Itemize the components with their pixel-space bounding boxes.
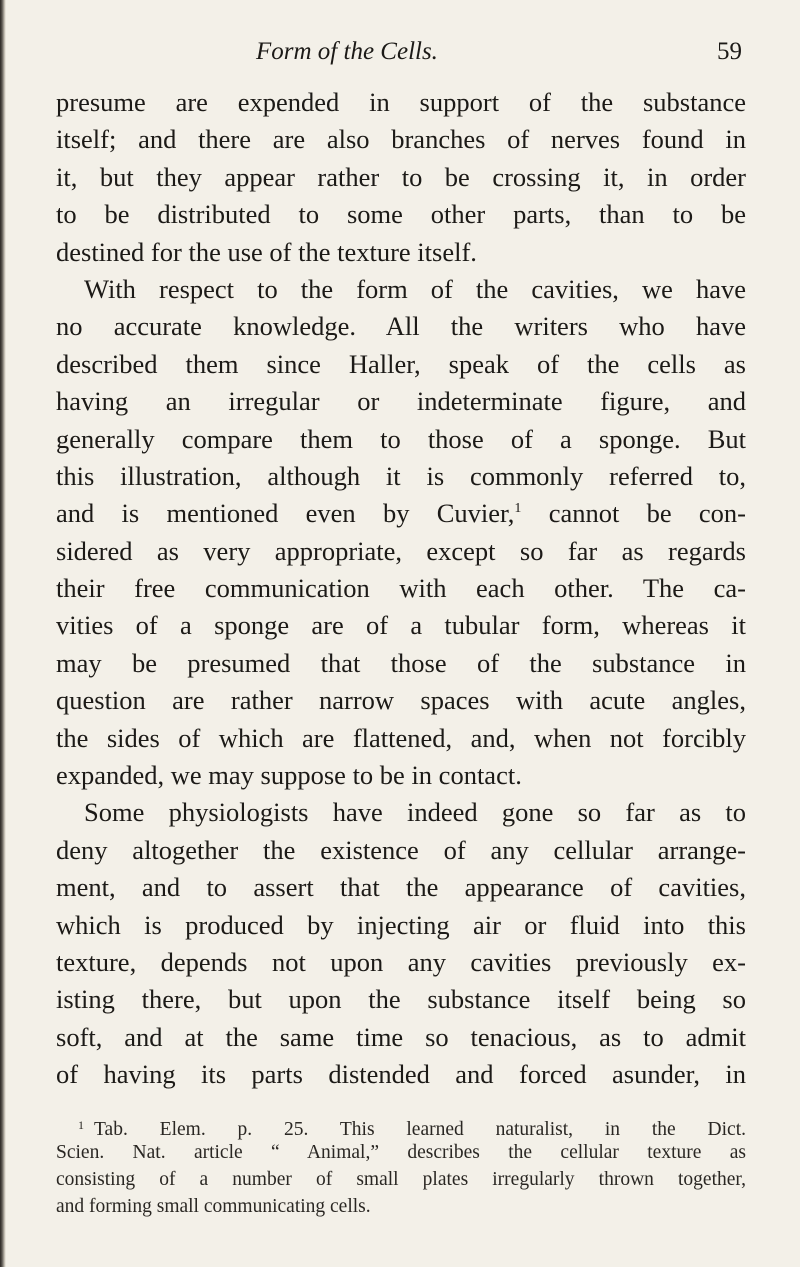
text-line: generally compare them to those of a sponge. But: [56, 423, 746, 454]
text-line: their free communication with each other. The ca-: [56, 573, 746, 604]
footnote-line: [56, 1112, 746, 1139]
footnote-text: Tab. Elem. p. 25. This learned naturalist, in the Dict.: [94, 1118, 746, 1140]
text-line: vities of a sponge are of a tubular form, whereas it: [56, 610, 746, 641]
footnote: [56, 1112, 746, 1220]
text-line: deny altogether the existence of any cellular arrange-: [56, 834, 746, 865]
running-title: Form of the Cells.: [256, 38, 438, 65]
book-page: [56, 0, 746, 1220]
footnote-line: and forming small communicating cells.: [56, 1195, 371, 1217]
text-line-with-footnote-ref: [56, 495, 746, 532]
text-line: may be presumed that those of the substance in: [56, 647, 746, 678]
text-line: it, but they appear rather to be crossing it, in order: [56, 161, 746, 192]
text-line: itself; and there are also branches of nerves found in: [56, 124, 746, 155]
text-line: to be distributed to some other parts, than to be: [56, 199, 746, 230]
text-segment: and is mentioned even by Cuvier,: [56, 498, 515, 529]
text-line: of having its parts distended and forced asunder, in: [56, 1059, 746, 1090]
text-line: presume are expended in support of the substance: [56, 87, 746, 117]
body-text: [56, 84, 746, 1094]
text-line: destined for the use of the texture itself.: [56, 236, 477, 267]
text-line: described them since Haller, speak of the cells as: [56, 348, 746, 379]
binding-edge: [0, 0, 6, 1267]
text-line: Some physiologists have indeed gone so far as to: [84, 797, 746, 828]
text-line: isting there, but upon the substance itself being so: [56, 984, 746, 1015]
text-line: soft, and at the same time so tenacious, as to admit: [56, 1021, 746, 1052]
text-line: no accurate knowledge. All the writers who have: [56, 311, 746, 342]
footnote-line: consisting of a number of small plates irregularly thrown together,: [56, 1168, 746, 1190]
footnote-marker: 1: [78, 1117, 84, 1132]
text-line: expanded, we may suppose to be in contact.: [56, 760, 522, 791]
text-line: the sides of which are flattened, and, when not forcibly: [56, 722, 746, 753]
footnote-line: Scien. Nat. article “ Animal,” describes the cellular texture as: [56, 1141, 746, 1163]
footnote-reference[interactable]: 1: [514, 501, 522, 517]
text-line: texture, depends not upon any cavities previously ex-: [56, 946, 746, 977]
text-line: ment, and to assert that the appearance of cavities,: [56, 872, 746, 903]
text-line: sidered as very appropriate, except so far as regards: [56, 535, 746, 566]
text-line: With respect to the form of the cavities, we have: [84, 273, 746, 304]
text-line: question are rather narrow spaces with acute angles,: [56, 685, 746, 716]
text-segment: cannot be con-: [521, 498, 746, 529]
running-head: [56, 38, 746, 78]
text-line: this illustration, although it is commonly referred to,: [56, 460, 746, 491]
page-number: 59: [717, 38, 742, 65]
text-line: having an irregular or indeterminate figure, and: [56, 386, 746, 417]
text-line: which is produced by injecting air or fluid into this: [56, 909, 746, 940]
